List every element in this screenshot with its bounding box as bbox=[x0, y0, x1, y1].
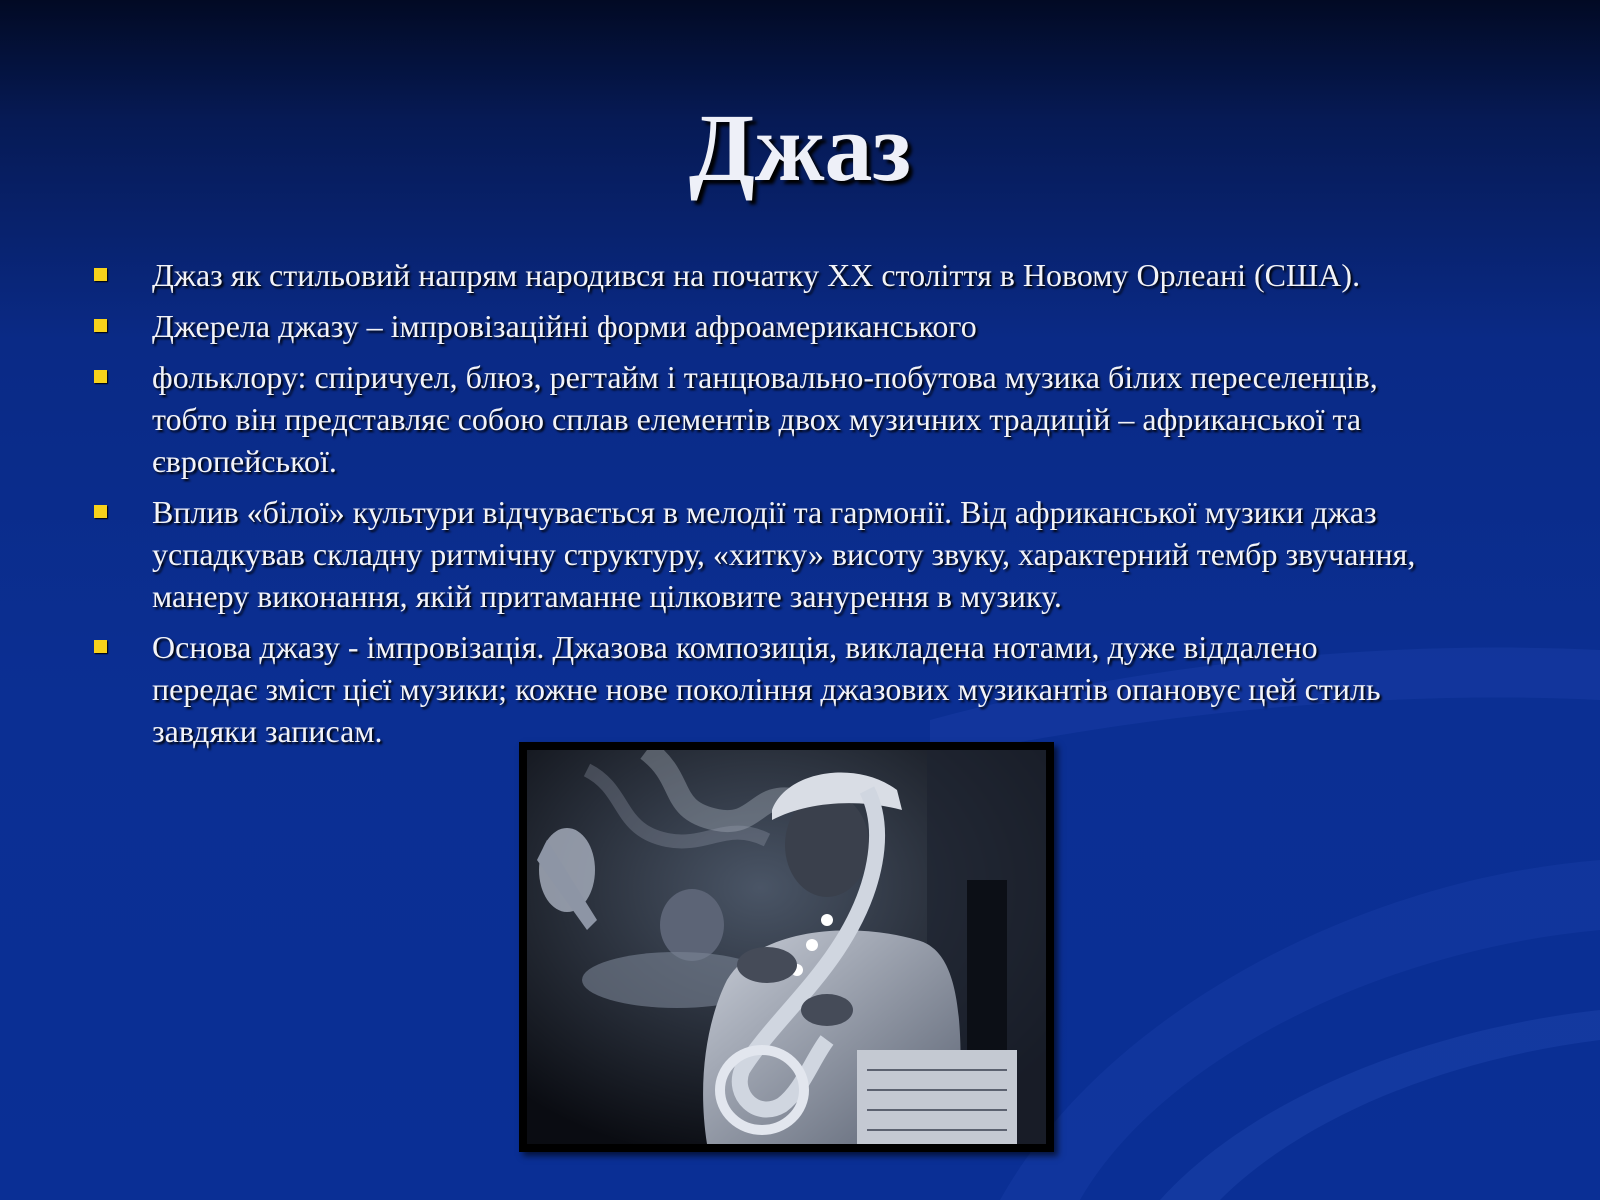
bullet-text-line: Вплив «білої» культури відчувається в мелодії та гармонії. Від африканської музики джаз bbox=[152, 494, 1377, 530]
bullet-text-line: завдяки записам. bbox=[152, 713, 383, 749]
bullet-text-line: успадкував складну ритмічну структуру, «хитку» висоту звуку, характерний тембр звучання, bbox=[152, 536, 1416, 572]
bullet-list bbox=[90, 254, 1510, 761]
bullet-item bbox=[90, 491, 1510, 617]
bullet-square-icon bbox=[94, 319, 107, 332]
bullet-item bbox=[90, 356, 1510, 482]
bullet-square-icon bbox=[94, 505, 107, 518]
bullet-item bbox=[90, 305, 1510, 347]
bullet-square-icon bbox=[94, 640, 107, 653]
bullet-square-icon bbox=[94, 268, 107, 281]
bullet-text-line: Джерела джазу – імпровізаційні форми афроамериканського bbox=[152, 308, 977, 344]
bullet-item bbox=[90, 254, 1510, 296]
bullet-text-line: манеру виконання, якій притаманне цілковите занурення в музику. bbox=[152, 578, 1062, 614]
bullet-text-line: Основа джазу - імпровізація. Джазова композиція, викладена нотами, дуже віддалено bbox=[152, 629, 1318, 665]
slide-title: Джаз bbox=[688, 94, 912, 201]
bullet-text-line: фольклору: спіричуел, блюз, регтайм і танцювально-побутова музика білих переселенців, bbox=[152, 359, 1378, 395]
bullet-text-line: передає зміст цієї музики; кожне нове покоління джазових музикантів опановує цей стиль bbox=[152, 671, 1381, 707]
saxophone-player-photo bbox=[527, 750, 1046, 1144]
bullet-item bbox=[90, 626, 1510, 752]
bullet-square-icon bbox=[94, 370, 107, 383]
bullet-text-line: Джаз як стильовий напрям народився на початку ХХ століття в Новому Орлеані (США). bbox=[152, 257, 1361, 293]
bullet-text-line: європейської. bbox=[152, 443, 337, 479]
photo-frame bbox=[519, 742, 1054, 1152]
bullet-text-line: тобто він представляє собою сплав елементів двох музичних традицій – африканської та bbox=[152, 401, 1362, 437]
